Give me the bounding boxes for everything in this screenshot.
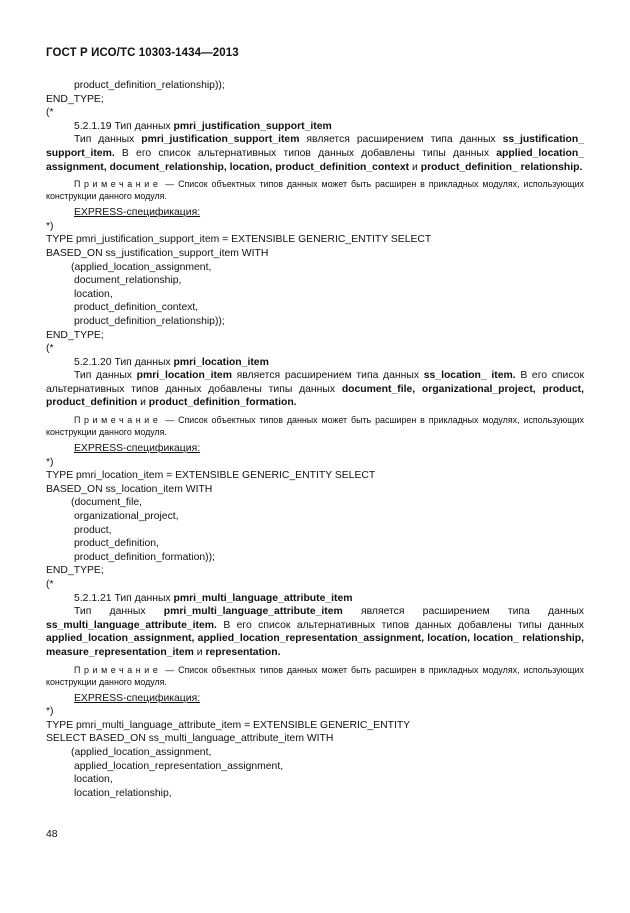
section-heading: 5.2.1.20 Тип данных pmri_location_item bbox=[74, 356, 269, 368]
code-line: *) bbox=[46, 220, 54, 232]
code-line: product_definition_context, bbox=[74, 302, 199, 314]
section-paragraph: Тип данных pmri_multi_language_attribute_item является расширением типа данных ss_multi_language_attribute_item. В его список альтернативных типов данных добавлены типы данных applied_location_assignment, applied_location_representation_assignment, location, location_ relationship, measure_representation_item и representation. bbox=[46, 606, 584, 658]
code-line: location, bbox=[74, 774, 113, 786]
note-paragraph: Примечание — Список объектных типов данных может быть расширен в прикладных модулях, использующих конструкции данного модуля. bbox=[46, 415, 584, 438]
code-line: (applied_location_assignment, bbox=[71, 261, 212, 273]
code-line: product_definition_formation)); bbox=[74, 551, 215, 563]
code-line: TYPE pmri_location_item = EXTENSIBLE GENERIC_ENTITY SELECT bbox=[46, 470, 376, 482]
express-spec-label: EXPRESS-спецификация: bbox=[74, 207, 201, 219]
code-line: END_TYPE; bbox=[46, 329, 104, 341]
code-line: TYPE pmri_multi_language_attribute_item = EXTENSIBLE GENERIC_ENTITY bbox=[46, 719, 411, 731]
code-line: *) bbox=[46, 456, 54, 468]
code-line: *) bbox=[46, 706, 54, 718]
code-line: END_TYPE; bbox=[46, 93, 104, 105]
code-line: END_TYPE; bbox=[46, 565, 104, 577]
code-line: (* bbox=[46, 343, 54, 355]
code-line: (document_file, bbox=[71, 497, 143, 509]
express-spec-label: EXPRESS-спецификация: bbox=[74, 443, 201, 455]
code-line: location_relationship, bbox=[74, 787, 172, 799]
code-line: applied_location_representation_assignment, bbox=[74, 760, 284, 772]
section-paragraph: Тип данных pmri_location_item является расширением типа данных ss_location_ item. В его список альтернативных типов данных добавлены типы данных document_file, organizational_project, product, product_definition и product_definition_formation. bbox=[46, 370, 584, 409]
page-number: 48 bbox=[46, 829, 58, 840]
express-spec-label: EXPRESS-спецификация: bbox=[74, 692, 201, 704]
code-line: BASED_ON ss_location_item WITH bbox=[46, 483, 213, 495]
section-heading: 5.2.1.19 Тип данных pmri_justification_support_item bbox=[74, 120, 332, 132]
document-header: ГОСТ Р ИСО/ТС 10303-1434—2013 bbox=[46, 47, 239, 59]
code-line: product, bbox=[74, 524, 112, 536]
code-line: product_definition, bbox=[74, 538, 159, 550]
code-line: (* bbox=[46, 107, 54, 119]
note-paragraph: Примечание — Список объектных типов данных может быть расширен в прикладных модулях, использующих конструкции данного модуля. bbox=[46, 179, 584, 202]
document-body bbox=[46, 79, 584, 800]
section-paragraph: Тип данных pmri_justification_support_item является расширением типа данных ss_justification_ support_item. В его список альтернативных типов данных добавлены типы данных applied_location_ assignment, document_relationship, location, product_definition_context и product_definition_ relationship. bbox=[46, 134, 585, 173]
code-line: location, bbox=[74, 288, 113, 300]
code-line: (* bbox=[46, 579, 54, 590]
section-heading: 5.2.1.21 Тип данных pmri_multi_language_attribute_item bbox=[74, 592, 353, 604]
code-line: TYPE pmri_justification_support_item = EXTENSIBLE GENERIC_ENTITY SELECT bbox=[46, 234, 432, 246]
code-line: (applied_location_assignment, bbox=[71, 746, 212, 758]
code-line: organizational_project, bbox=[74, 511, 179, 523]
note-paragraph: Примечание — Список объектных типов данных может быть расширен в прикладных модулях, использующих конструкции данного модуля. bbox=[46, 664, 584, 687]
code-line: BASED_ON ss_justification_support_item WITH bbox=[46, 247, 269, 259]
code-line: SELECT BASED_ON ss_multi_language_attribute_item WITH bbox=[46, 733, 334, 745]
code-line: product_definition_relationship)); bbox=[74, 315, 225, 327]
code-line: product_definition_relationship)); bbox=[74, 80, 225, 91]
code-line: document_relationship, bbox=[74, 275, 182, 287]
